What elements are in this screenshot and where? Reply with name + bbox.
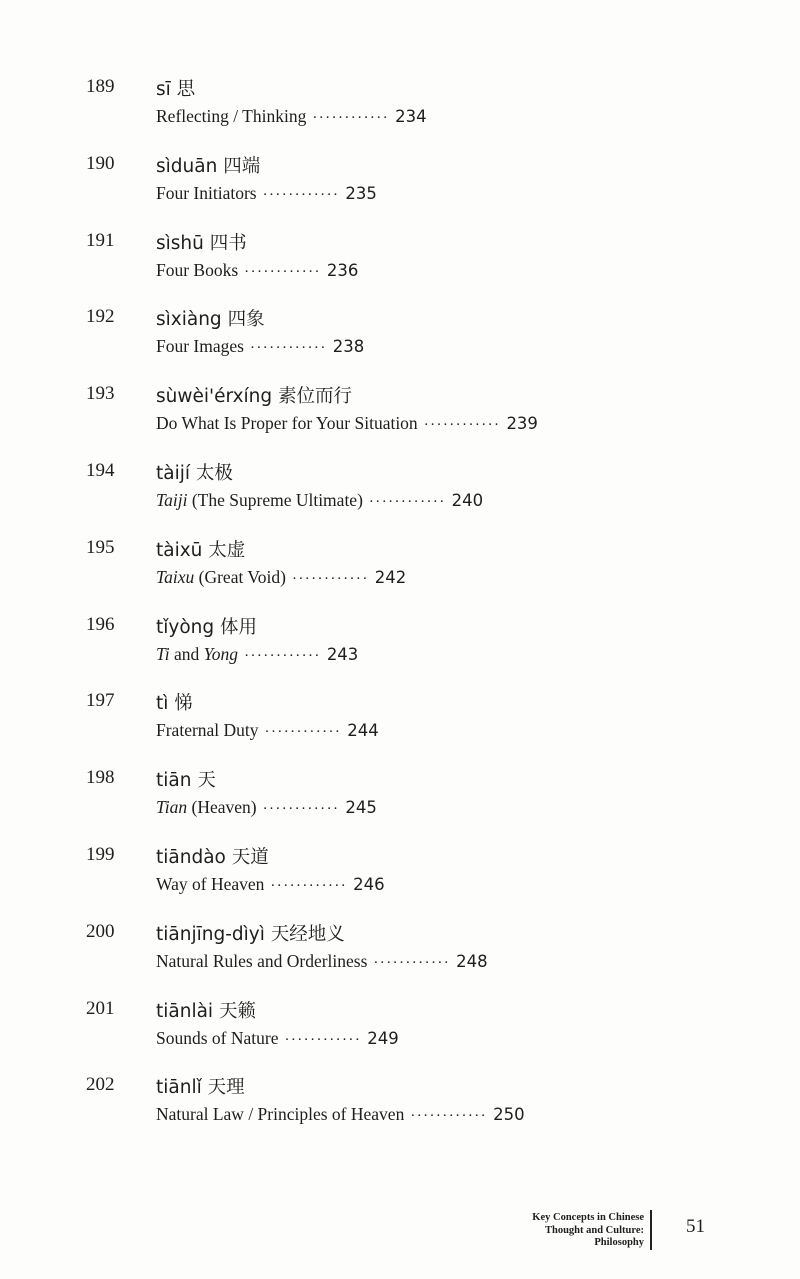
toc-entry xyxy=(0,454,800,531)
dot-leader: ············ xyxy=(262,186,340,203)
toc-entry xyxy=(0,761,800,838)
entry-headword xyxy=(156,997,256,1023)
gloss-text: Natural Rules and Orderliness xyxy=(156,950,368,971)
entry-page-ref[interactable]: 248 xyxy=(456,951,488,971)
entry-pinyin: tǐyòng xyxy=(156,616,215,638)
entry-page-ref[interactable]: 234 xyxy=(395,107,427,126)
entry-gloss xyxy=(156,951,488,972)
entry-number: 194 xyxy=(86,459,115,481)
entry-pinyin: sìduān xyxy=(156,155,218,177)
entry-hanzi: 天经地义 xyxy=(270,923,345,945)
entry-page-ref[interactable]: 242 xyxy=(374,567,407,587)
gloss-text: Four Images xyxy=(156,336,244,357)
entry-headword xyxy=(156,920,345,946)
toc-entry xyxy=(0,531,800,608)
entry-headword xyxy=(156,229,247,255)
gloss-text: Reflecting / Thinking xyxy=(156,106,307,126)
entry-number: 193 xyxy=(86,383,115,405)
entry-pinyin: tiānlǐ xyxy=(156,1077,202,1099)
toc-entry xyxy=(0,377,800,454)
entry-headword xyxy=(156,75,195,101)
gloss-text: Way of Heaven xyxy=(156,873,265,894)
gloss-text: Four Initiators xyxy=(156,182,257,203)
entry-hanzi: 悌 xyxy=(174,693,193,715)
entry-gloss xyxy=(156,797,377,818)
entry-hanzi: 体用 xyxy=(220,616,258,638)
gloss-text: Natural Law / Principles of Heaven xyxy=(156,1104,405,1125)
entry-page-ref[interactable]: 246 xyxy=(353,874,385,894)
entry-number: 199 xyxy=(86,843,115,865)
entry-page-ref[interactable]: 244 xyxy=(347,721,379,741)
entry-gloss xyxy=(156,720,379,741)
toc-entry xyxy=(0,300,800,377)
entry-pinyin: tàixū xyxy=(156,539,203,561)
running-footer-title xyxy=(532,1212,644,1250)
entry-gloss xyxy=(156,567,406,588)
toc-entry xyxy=(0,684,800,761)
toc-entry xyxy=(0,915,800,992)
entry-page-ref[interactable]: 243 xyxy=(326,644,359,664)
entry-gloss xyxy=(156,183,377,204)
gloss-italic-term: Tian xyxy=(156,797,188,818)
entry-hanzi: 四端 xyxy=(223,155,261,177)
gloss-text: (The Supreme Ultimate) xyxy=(187,489,363,510)
dot-leader: ············ xyxy=(410,1108,488,1125)
entry-number: 189 xyxy=(86,76,115,97)
entry-headword xyxy=(156,843,269,869)
entry-gloss xyxy=(156,644,358,665)
entry-hanzi: 素位而行 xyxy=(278,386,353,408)
entry-hanzi: 天理 xyxy=(207,1077,245,1099)
entry-number: 197 xyxy=(86,690,115,712)
entry-headword xyxy=(156,305,265,331)
entry-gloss xyxy=(156,874,385,895)
gloss-text: Sounds of Nature xyxy=(156,1027,279,1048)
footer-title-line: Philosophy xyxy=(594,1237,644,1248)
entry-number: 201 xyxy=(86,997,115,1019)
toc-entry xyxy=(0,147,800,224)
footer-title-line: Key Concepts in Chinese xyxy=(532,1212,644,1223)
entry-number: 196 xyxy=(86,613,115,635)
entry-headword xyxy=(156,766,216,792)
gloss-italic-term: Yong xyxy=(203,643,239,664)
entry-pinyin: tàijí xyxy=(156,462,191,484)
dot-leader: ············ xyxy=(249,340,327,357)
entry-headword xyxy=(156,613,257,639)
entry-pinyin: sī xyxy=(156,79,171,100)
entry-headword xyxy=(156,152,260,178)
entry-number: 191 xyxy=(86,229,115,251)
entry-gloss xyxy=(156,1028,399,1049)
dot-leader: ············ xyxy=(312,110,390,126)
entry-hanzi: 天 xyxy=(197,770,216,792)
toc-entry xyxy=(0,1068,800,1145)
entry-pinyin: tiānjīng-dìyì xyxy=(156,923,265,945)
entry-pinyin: tiān xyxy=(156,770,192,792)
gloss-text: Fraternal Duty xyxy=(156,720,259,741)
entry-number: 190 xyxy=(86,152,115,174)
gloss-text: Four Books xyxy=(156,259,239,280)
dot-leader: ············ xyxy=(270,877,348,894)
dot-leader: ············ xyxy=(368,493,446,510)
entry-hanzi: 太极 xyxy=(195,462,233,484)
entry-gloss xyxy=(156,106,427,127)
entry-headword xyxy=(156,382,352,408)
entry-gloss xyxy=(156,336,364,357)
entry-number: 200 xyxy=(86,920,115,942)
entry-page-ref[interactable]: 249 xyxy=(367,1028,399,1048)
gloss-italic-term: Taiji xyxy=(156,489,188,510)
dot-leader: ············ xyxy=(423,417,501,434)
entry-gloss xyxy=(156,1104,525,1125)
dot-leader: ············ xyxy=(244,647,321,664)
entry-headword xyxy=(156,1073,245,1099)
entry-pinyin: sìshū xyxy=(156,232,204,254)
page-number: 51 xyxy=(686,1216,705,1237)
entry-page-ref[interactable]: 235 xyxy=(345,183,377,203)
gloss-text: (Heaven) xyxy=(187,797,257,818)
dot-leader: ············ xyxy=(244,263,321,280)
entry-page-ref[interactable]: 250 xyxy=(493,1105,525,1125)
entry-page-ref[interactable]: 238 xyxy=(332,337,365,357)
entry-headword xyxy=(156,459,233,485)
entry-number: 202 xyxy=(86,1074,115,1096)
entry-gloss xyxy=(156,413,538,434)
dot-leader: ············ xyxy=(264,724,342,741)
entry-number: 198 xyxy=(86,767,115,789)
entry-page-ref[interactable]: 236 xyxy=(326,260,359,280)
gloss-italic-term: Ti xyxy=(156,643,170,664)
toc-entry-list xyxy=(0,70,800,1145)
entry-hanzi: 思 xyxy=(176,79,196,100)
gloss-text: Do What Is Proper for Your Situation xyxy=(156,413,418,434)
entry-page-ref[interactable]: 239 xyxy=(506,414,538,434)
entry-pinyin: tiānlài xyxy=(156,1000,214,1022)
entry-hanzi: 天籁 xyxy=(218,1000,256,1022)
entry-hanzi: 四书 xyxy=(209,232,247,254)
entry-pinyin: sìxiàng xyxy=(156,309,222,331)
toc-entry xyxy=(0,608,800,685)
entry-number: 192 xyxy=(86,306,115,328)
dot-leader: ············ xyxy=(373,954,451,971)
entry-hanzi: 四象 xyxy=(227,309,265,331)
toc-entry xyxy=(0,838,800,915)
gloss-italic-term: Taixu xyxy=(156,566,195,587)
toc-entry xyxy=(0,70,800,147)
entry-headword xyxy=(156,689,193,715)
toc-entry xyxy=(0,992,800,1069)
entry-gloss xyxy=(156,260,358,281)
dot-leader: ············ xyxy=(284,1031,362,1048)
gloss-text: (Great Void) xyxy=(194,566,286,587)
entry-headword xyxy=(156,536,245,562)
entry-gloss xyxy=(156,490,483,511)
entry-hanzi: 天道 xyxy=(231,846,269,868)
entry-pinyin: tiāndào xyxy=(156,846,226,868)
footer-title-line: Thought and Culture: xyxy=(544,1224,644,1236)
entry-page-ref[interactable]: 245 xyxy=(345,798,377,818)
gloss-text: and xyxy=(169,643,204,664)
entry-number: 195 xyxy=(86,536,115,558)
toc-entry xyxy=(0,224,800,301)
dot-leader: ············ xyxy=(291,570,369,587)
entry-pinyin: tì xyxy=(156,693,169,715)
dot-leader: ············ xyxy=(262,801,340,818)
entry-hanzi: 太虚 xyxy=(208,539,246,561)
entry-page-ref[interactable]: 240 xyxy=(451,490,484,510)
entry-pinyin: sùwèi'érxíng xyxy=(156,386,273,408)
footer-divider xyxy=(650,1210,652,1250)
